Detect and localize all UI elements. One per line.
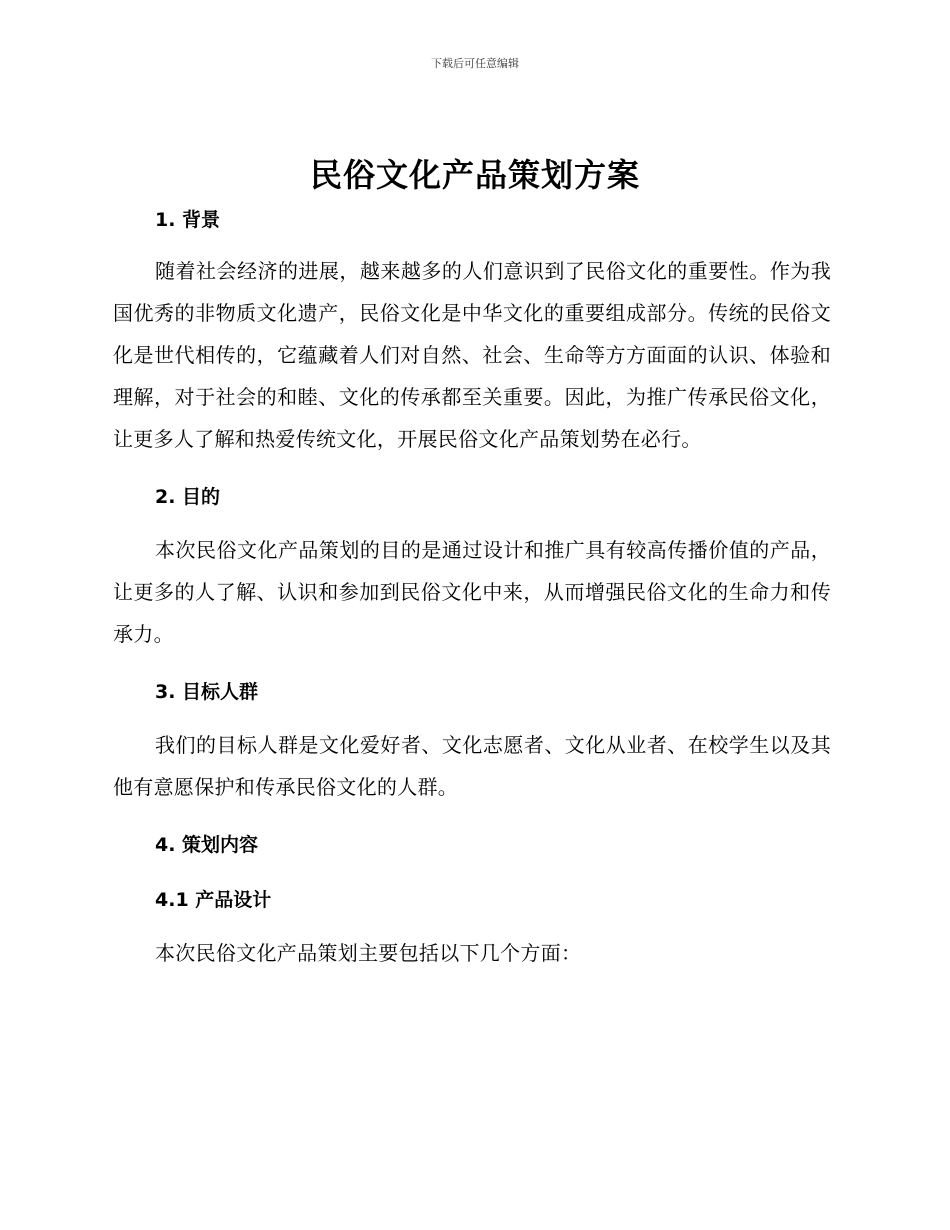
section-paragraph-background: 随着社会经济的进展，越来越多的人们意识到了民俗文化的重要性。作为我国优秀的非物质文化遗产，民俗文化是中华文化的重要组成部分。传统的民俗文化是世代相传的，它蕴藏着人们对自然、社会、生命等方方面面的认识、体验和理解，对于社会的和睦、文化的传承都至关重要。因此，为推广传承民俗文化，让更多人了解和热爱传统文化，开展民俗文化产品策划势在必行。	[113, 259, 831, 451]
section-heading-product-design: 4.1 产品设计	[155, 889, 272, 911]
page-header-note: 下载后可任意编辑	[431, 57, 519, 70]
section-heading-target-audience: 3. 目标人群	[155, 681, 259, 703]
document-body	[113, 205, 831, 974]
document-title: 民俗文化产品策划方案	[309, 156, 640, 194]
section-paragraph-target-audience: 我们的目标人群是文化爱好者、文化志愿者、文化从业者、在校学生以及其他有意愿保护和传承民俗文化的人群。	[113, 733, 831, 799]
section-heading-purpose: 2. 目的	[155, 486, 221, 508]
section-heading-plan-content: 4. 策划内容	[155, 834, 259, 856]
section-paragraph-purpose: 本次民俗文化产品策划的目的是通过设计和推广具有较高传播价值的产品，让更多的人了解、认识和参加到民俗文化中来，从而增强民俗文化的生命力和传承力。	[113, 538, 831, 646]
section-paragraph-product-design: 本次民俗文化产品策划主要包括以下几个方面：	[155, 941, 582, 965]
section-heading-background: 1. 背景	[155, 209, 221, 231]
